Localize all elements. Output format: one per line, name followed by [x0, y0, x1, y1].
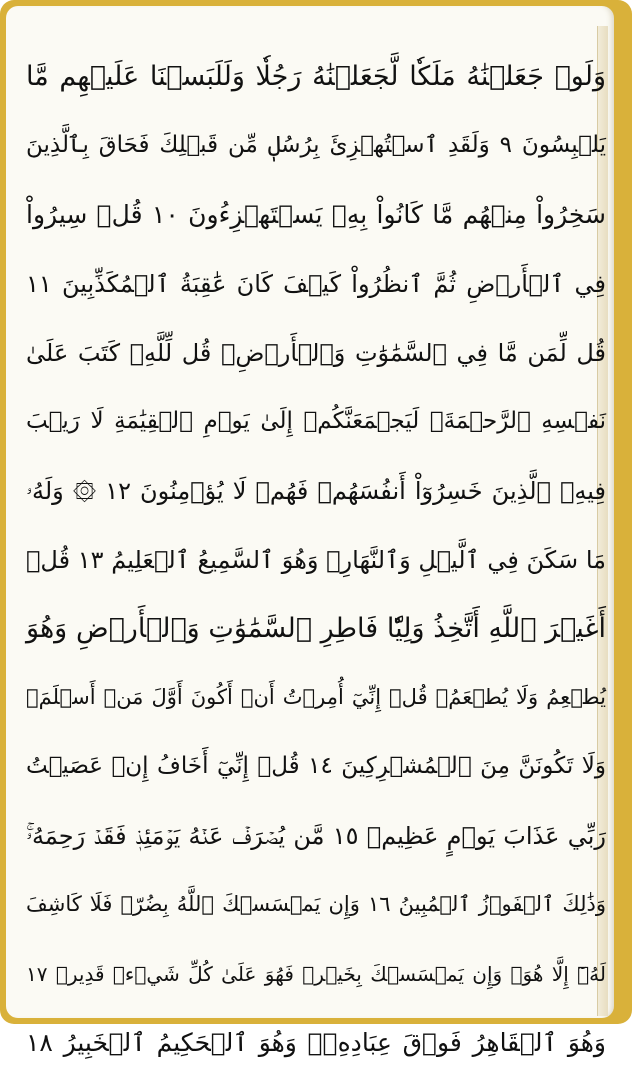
line-text: وَلَا تَكُونَنَّ مِنَ ٱلۡمُشۡرِكِينَ ١٤ قُلۡ إِنِّيٓ أَخَافُ إِنۡ عَصَيۡتُ — [26, 753, 606, 779]
page-paper — [6, 6, 614, 1057]
verse-line-3 — [26, 180, 606, 249]
verse-line-8 — [26, 525, 606, 594]
line-text: مَا سَكَنَ فِي ٱلَّيۡلِ وَٱلنَّهَارِۚ وَهُوَ ٱلسَّمِيعُ ٱلۡعَلِيمُ ١٣ قُلۡ — [26, 545, 606, 574]
line-text: نَفۡسِهِ ٱلرَّحۡمَةَۚ لَيَجۡمَعَنَّكُمۡ إِلَىٰ يَوۡمِ ٱلۡقِيَٰمَةِ لَا رَيۡبَ — [26, 408, 606, 434]
verse-line-12 — [26, 801, 606, 870]
line-text: قُل لِّمَن مَّا فِي ٱلسَّمَٰوَٰتِ وَٱلۡأَرۡضِۖ قُل لِّلَّهِۚ كَتَبَ عَلَىٰ — [26, 338, 606, 367]
line-text: فِي ٱلۡأَرۡضِ ثُمَّ ٱنظُرُواْ كَيۡفَ كَانَ عَٰقِبَةُ ٱلۡمُكَذِّبِينَ ١١ — [26, 269, 606, 298]
line-text: لَهُۥٓ إِلَّا هُوَۖ وَإِن يَمۡسَسۡكَ بِخَيۡرٖ فَهُوَ عَلَىٰ كُلِّ شَيۡءٖ قَدِيرٞ ١٧ — [26, 961, 606, 986]
line-text: فِيهِۚ ٱلَّذِينَ خَسِرُوٓاْ أَنفُسَهُمۡ فَهُمۡ لَا يُؤۡمِنُونَ ١٢ ۞ وَلَهُۥ — [26, 476, 607, 505]
verse-line-7 — [26, 456, 606, 525]
verse-line-2 — [26, 111, 606, 180]
verse-line-1 — [26, 42, 606, 111]
verse-line-10 — [26, 663, 606, 732]
line-text: أَغَيۡرَ ٱللَّهِ أَتَّخِذُ وَلِيّٗا فَاطِرِ ٱلسَّمَٰوَٰتِ وَٱلۡأَرۡضِ وَهُوَ — [26, 613, 606, 644]
verse-line-14 — [26, 939, 606, 1008]
line-text: وَذَٰلِكَ ٱلۡفَوۡزُ ٱلۡمُبِينُ ١٦ وَإِن يَمۡسَسۡكَ ٱللَّهُ بِضُرّٖ فَلَا كَاشِفَ — [26, 892, 606, 916]
verse-line-13 — [26, 870, 606, 939]
line-text: وَهُوَ ٱلۡقَاهِرُ فَوۡقَ عِبَادِهِۦۚ وَهُوَ ٱلۡحَكِيمُ ٱلۡخَبِيرُ ١٨ — [26, 1028, 606, 1057]
verse-text-block — [26, 42, 606, 1077]
line-text: رَبِّي عَذَابَ يَوۡمٍ عَظِيمٖ ١٥ مَّن يُصۡرَفۡ عَنۡهُ يَوۡمَئِذٖ فَقَدۡ رَحِمَهُۥۚ — [26, 821, 606, 850]
verse-line-15 — [26, 1008, 606, 1077]
verse-line-9 — [26, 594, 606, 663]
verse-line-11 — [26, 732, 606, 801]
line-text: يَلۡبِسُونَ ٩ وَلَقَدِ ٱسۡتُهۡزِئَ بِرُسُلٖ مِّن قَبۡلِكَ فَحَاقَ بِٱلَّذِينَ — [26, 132, 606, 158]
line-text: يُطۡعِمُ وَلَا يُطۡعَمُۗ قُلۡ إِنِّيٓ أُمِرۡتُ أَنۡ أَكُونَ أَوَّلَ مَنۡ أَسۡلَمَۖ — [26, 685, 606, 709]
verse-line-4 — [26, 249, 606, 318]
line-text: وَلَوۡ جَعَلۡنَٰهُ مَلَكٗا لَّجَعَلۡنَٰهُ رَجُلٗا وَلَلَبَسۡنَا عَلَيۡهِم مَّا — [26, 61, 606, 92]
verse-line-5 — [26, 318, 606, 387]
line-text: سَخِرُواْ مِنۡهُم مَّا كَانُواْ بِهِۦ يَسۡتَهۡزِءُونَ ١٠ قُلۡ سِيرُواْ — [26, 200, 606, 229]
verse-line-6 — [26, 387, 606, 456]
